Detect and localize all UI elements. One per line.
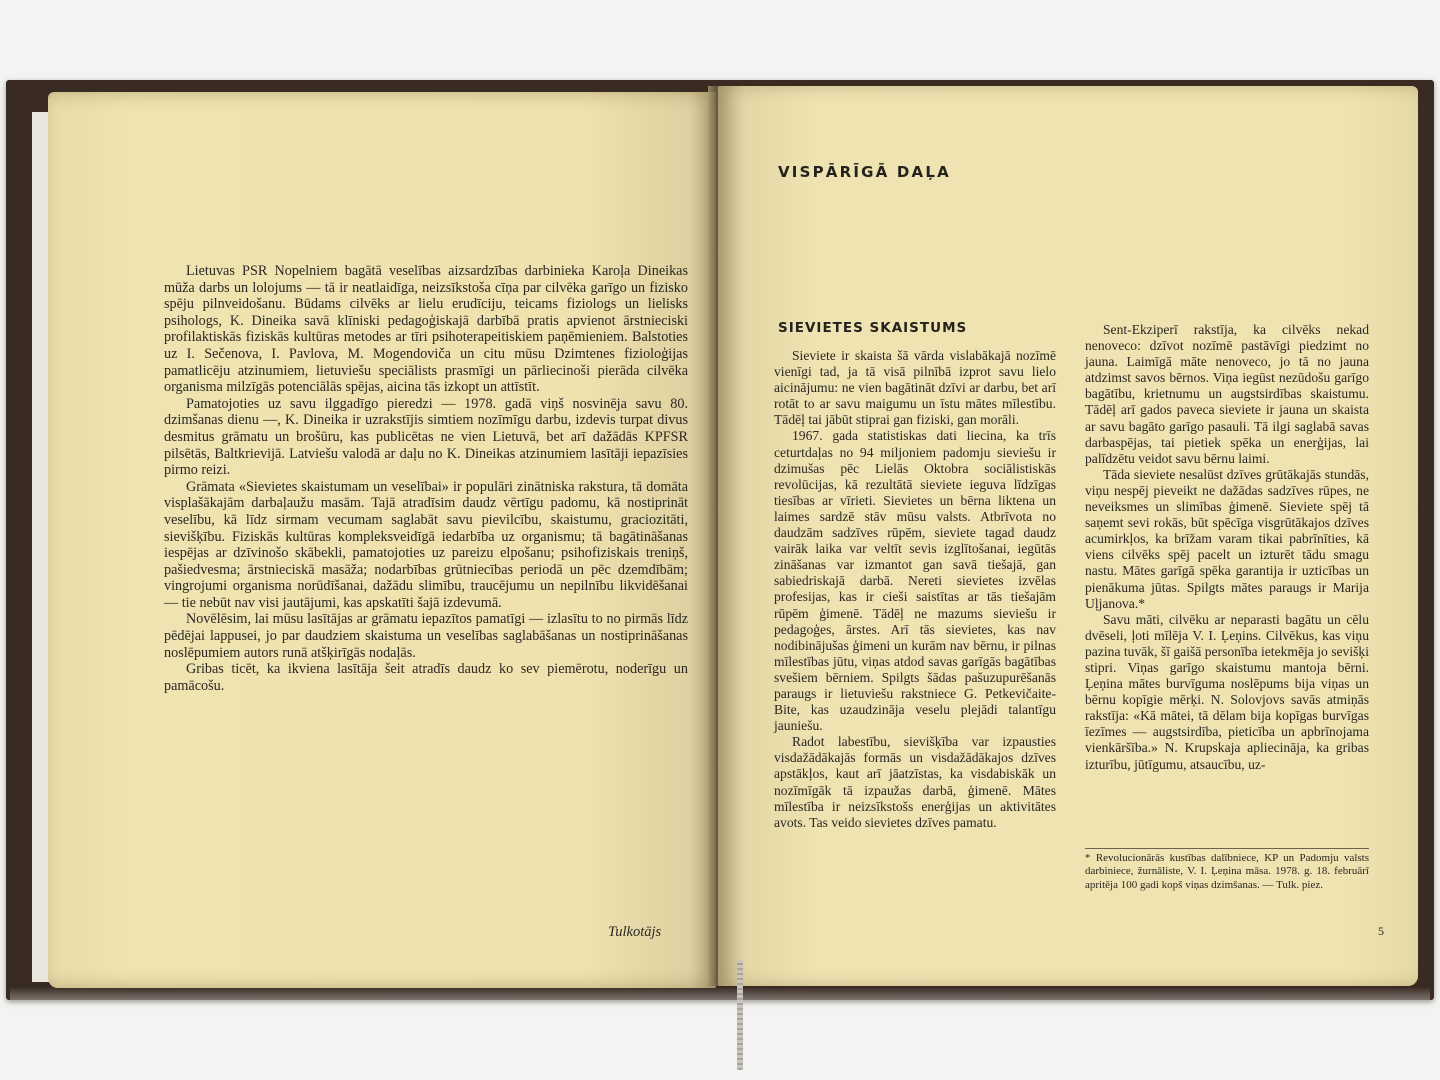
body-paragraph: Radot labestību, sievišķība var izpausties visdažādākajās formās un visdažādākajos dzīves apstākļos, kaut arī jāatzīstas, ka visdabiskāk un nozīmīgāk tā izpaužas darbā, ģimenē. Mātes mīlestība ir neizsīkstošs enerģijas un aktivitātes avots. Tas veido sievietes dzīves pamatu. [774, 734, 1056, 830]
text-column-left [774, 348, 1056, 831]
foreword-paragraph: Grāmata «Sievietes skaistumam un veselībai» ir populāri zinātniska rakstura, tā domāta visplašākajām darbaļaužu masām. Tajā atradīsim daudz vērtīgu padomu, kā nostiprināt veselību, kā līdz sirmam vecumam saglabāt savu pievilcību, skaistumu, graciozitāti, sievišķību. Fiziskās kultūras kompleksveidīgā iedarbība uz organismu; tā bagātināšanas iespējas ar dzīvinošo skābekli, pamatojoties uz pareizu elpošanu; psihofiziskais treniņš, pašiedvesma; ārstnieciskā masāža; nodarbības grūtniecības periodā un pēc dzemdībām; vingrojumi organisma norūdīšanai, dažādu slimību, traucējumu un nepilnību likvidēšanai — tie nebūt nav visi jautājumi, kas apskatīti šajā izdevumā. [164, 478, 688, 611]
foreword-paragraph: Lietuvas PSR Nopelniem bagātā veselības aizsardzības darbinieka Karoļa Dineikas mūža darbs un lolojums — tā ir neatlaidīga, neizsīkstoša cīņa par cilvēka garīgo un fizisko spēju pilnveidošanu. Būdams cilvēks ar lielu erudīciju, teicams fiziologs un lielisks psihologs, K. Dineika savā klīniski pedagoģiskajā darbībā pratis apvienot ārstnieciski profilaktiskās fiziskās kultūras metodes ar tīri psihoterapeitiskiem paņēmieniem. Balstoties uz I. Sečenova, I. Pavlova, M. Mogendoviča un citu mūsu Dzimtenes fizioloģijas pamatlicēju atzinumiem, lietuviešu speciālists prasmīgi un pārliecinoši pierāda cilvēka organisma milzīgās potenciālās spējas, aicina tās izkopt un attīstīt. [164, 263, 688, 396]
cover-shadow [10, 986, 1430, 1004]
footnote-divider [1085, 848, 1369, 849]
text-column-right [1085, 322, 1369, 773]
section-title: VISPĀRĪGĀ DAĻA [778, 163, 951, 181]
body-paragraph: Tāda sieviete nesalūst dzīves grūtākajās stundās, viņu nespēj pieveikt ne dažādas sadzīves rūpes, ne neveiksmes un slimības ģimenē. Sieviete spēj tā saņemt sevi rokās, būt spēcīga visgrūtākajos dzīves acumirkļos, ka brīžam varam tikai pabrīnīties, kā viens cilvēks spēj pacelt un izturēt tādu smagu nastu. Mātes garīgā spēka garantija ir uzticības un pienākuma jūtas. Spilgts mātes paraugs ir Marija Uļjanova.* [1085, 466, 1369, 611]
translator-signature: Tulkotājs [608, 924, 662, 940]
body-paragraph: Savu māti, cilvēku ar neparasti bagātu un cēlu dvēseli, ļoti mīlēja V. I. Ļeņins. Cilvēkus, kas viņu pazina tuvāk, šī gaišā personība ietekmēja jo sevišķi stipri. Viņas garīgo skaistumu mantoja bērni. Ļeņina mātes burvīguma noslēpums bija viņas un bērnu kopīgie mērķi. N. Solovjovs savās atmiņās rakstīja: «Kā mātei, tā dēlam bija kopīgas burvīgas īezīmes — augstsirdība, pieticība un apbrīnojama vienkāršība.» N. Krupskaja apliecināja, ka gribas izturību, jūtīgumu, atsaucību, uz- [1085, 611, 1369, 772]
right-page [718, 86, 1418, 986]
page-number: 5 [1378, 924, 1384, 938]
foreword-paragraph: Pamatojoties uz savu ilggadīgo pieredzi — 1978. gadā viņš nosvinēja savu 80. dzimšanas dienu —, K. Dineika ir uzrakstījis simtiem nozīmīgu darbu, izdevis turpat divus desmitus grāmatu un brošūru, kas publicētas ne vien Lietuvā, bet arī dažādās KPFSR pilsētās, Baltkrievijā. Latviešu valodā ar daļu no K. Dineikas atzinumiem lasītāji iepazīsies pirmo reizi. [164, 395, 688, 479]
footnote: * Revolucionārās kustības dalībniece, KP un Padomju valsts darbiniece, žurnāliste, V. I. Ļeņina māsa. 1978. g. 18. februārī apritēja 100 gadi kopš viņas dzimšanas. — Tulk. piez. [1085, 852, 1369, 891]
subsection-title: SIEVIETES SKAISTUMS [778, 320, 968, 336]
left-page [48, 92, 716, 988]
body-paragraph: Sieviete ir skaista šā vārda vislabākajā nozīmē vienīgi tad, ja tā visā pilnībā izprot savu lielo aicinājumu: ne vien bagātināt dzīvi ar darbu, bet arī rotāt to ar savu maigumu un īstu mātes mīlestību. Tādēļ tai jābūt stiprai gan fiziski, gan morāli. [774, 348, 1056, 428]
foreword-text [164, 263, 688, 694]
body-paragraph: Sent-Ekziperī rakstīja, ka cilvēks nekad nenoveco: dzīvot nozīmē pastāvīgi piedzimt no jauna. Laimīgā māte nenoveco, jo tā no jauna atdzimst savos bērnos. Viņa iegūst nezūdošu garīgo bagātību, krietnumu un augstsirdības skaistumu. Tādēļ arī gados paveca sieviete ir jauna un skaista ar savu bagāto garīgo pasauli. Tā ilgi saglabā savas darbaspējas, tai pietiek spēka un enerģijas, lai palīdzētu veidot savu bērnu laimi. [1085, 322, 1369, 466]
foreword-paragraph: Novēlēsim, lai mūsu lasītājas ar grāmatu iepazītos pamatīgi — izlasītu to no pirmās līdz pēdējai lappusei, jo par daudziem skaistuma un veselības saglabāšanas un nostiprināšanas noslēpumiem autors runā atšķirīgās nodaļās. [164, 611, 688, 661]
body-paragraph: 1967. gada statistiskas dati liecina, ka trīs ceturtdaļas no 94 miljoniem padomju sieviešu ir dzimušas pēc Lielās Oktobra sociālistiskās revolūcijas, kā rezultātā sieviete ieguva līdzīgas tiesības ar vīrieti. Sievietes un bērna liktenа un laimes sardzē stāv mūsu valsts. Atbrīvota no daudzām sadzīves rūpēm, sieviete tagad daudz vairāk laika var veltīt sevis izglītošanai, iegūtās zināšanas var izmantot gan savā tiešajā, gan sabiedriskajā darbā. Nereti sievietes izvēlas profesijas, kas ir cieši saistītas ar tās tiešajām rūpēm ģimenē. Tādēļ ne mazums sieviešu ir pedagoģes, ārstes. Arī tās sievietes, kas nav nodibinājušas ģimeni un kurām nav bērnu, ir pilnas mīlestības jūtu, viņas atdod savas garīgās bagātības svešiem bērniem. Spilgts šādas pašuzupurēšanās paraugs ir lietuviešu rakstniece G. Petkevičaite-Bite, kas uzaudzināja veselu plejādi talantīgu jauniešu. [774, 428, 1056, 734]
bookmark-ribbon [737, 960, 743, 1070]
foreword-paragraph: Gribas ticēt, ka ikviena lasītāja šeit atradīs daudz ko sev piemērotu, noderīgu un pamācošu. [164, 661, 688, 694]
